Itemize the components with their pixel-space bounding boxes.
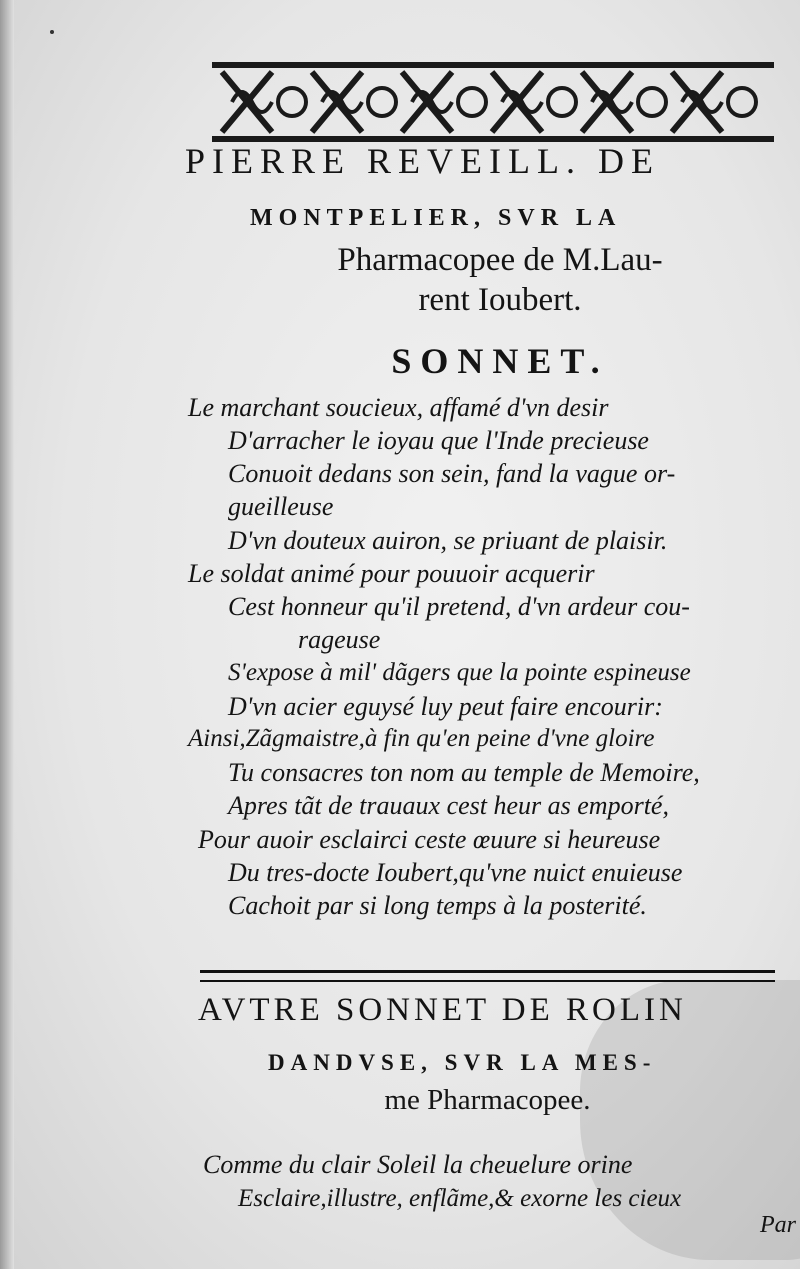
poem-line: D'arracher le ioyau que l'Inde precieuse (228, 426, 649, 455)
catchword: Par (760, 1212, 796, 1238)
decorative-headpiece-ornament (212, 62, 774, 142)
heading-topic (200, 240, 800, 320)
poem-line: Pour auoir esclairci ceste œuure si heureuse (198, 825, 661, 854)
poem-line: Comme du clair Soleil la cheuelure orine (203, 1150, 633, 1179)
poem-line: Tu consacres ton nom au temple de Memoire, (228, 758, 700, 787)
heading-author-line: PIERRE REVEILL. DE (185, 141, 660, 181)
poem-line: Ainsi,Zãgmaistre,à fin qu'en peine d'vne gloire (188, 725, 655, 752)
poem-line: Du tres-docte Ioubert,qu'vne nuict enuieuse (228, 858, 683, 887)
poem-line: Conuoit dedans son sein, fand la vague or- (228, 459, 676, 488)
poem-line: Le marchant soucieux, affamé d'vn desir (188, 393, 609, 422)
second-heading-line-2: DANDVSE, SVR LA MES- (268, 1050, 657, 1075)
second-heading-line-3: me Pharmacopee. (384, 1084, 591, 1116)
page-gutter-shadow (0, 0, 14, 1269)
heading-topic-line-2: rent Ioubert. (418, 282, 582, 318)
poem-line: D'vn douteux auiron, se priuant de plaisir. (228, 526, 668, 555)
poem-line: Le soldat animé pour pouuoir acquerir (188, 559, 595, 588)
poem-line: Apres tãt de trauaux cest heur as emporté, (228, 791, 669, 820)
poem-line: Esclaire,illustre, enflãme,& exorne les cieux (238, 1185, 682, 1212)
poem-line: Cachoit par si long temps à la posterité. (228, 891, 647, 920)
poem-line: rageuse (298, 625, 381, 654)
ink-speck (50, 30, 54, 34)
sonnet-title: SONNET. (391, 341, 609, 381)
poem-line: S'expose à mil' dãgers que la pointe espineuse (228, 659, 691, 686)
poem-line: D'vn acier eguysé luy peut faire encourir: (228, 692, 663, 721)
poem-line: gueilleuse (228, 492, 334, 521)
heading-topic-line-1: Pharmacopee de M.Lau- (337, 242, 663, 278)
second-heading-line-1: AVTRE SONNET DE ROLIN (198, 992, 687, 1028)
section-divider-rule (200, 970, 775, 982)
heading-subtitle-line: MONTPELIER, SVR LA (250, 205, 622, 231)
poem-line: Cest honneur qu'il pretend, d'vn ardeur cou- (228, 592, 690, 621)
